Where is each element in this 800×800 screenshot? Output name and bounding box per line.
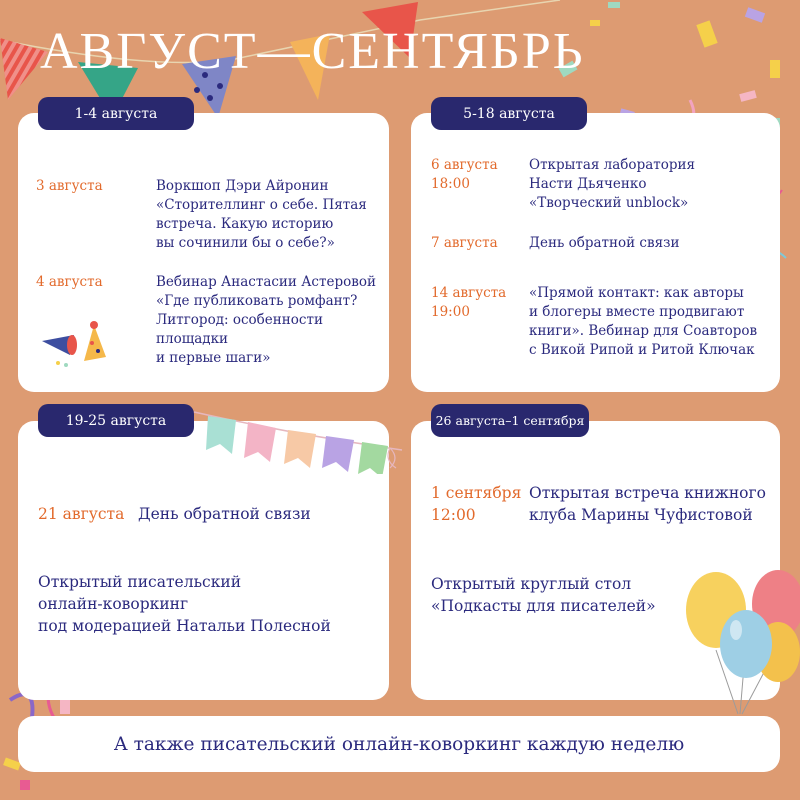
bunting-icon [192, 404, 412, 474]
event-text: Воркшоп Дэри Айронин «Сторителлинг о себе. Пятая встреча. Какую историю вы сочинили бы о себе?» [156, 178, 367, 251]
event-text: «Прямой контакт: как авторы и блогеры вместе продвигают книги». Вебинар для Соавторов с Викой Рипой и Ритой Ключак [529, 285, 758, 358]
event-date: 6 августа 18:00 [431, 157, 498, 192]
event-text: Открытая встреча книжного клуба Марины Чуфистовой [529, 484, 766, 524]
party-hat-icon [40, 319, 110, 369]
event-date: 14 августа 19:00 [431, 285, 507, 320]
schedule-card-2 [411, 113, 780, 392]
event-note: Открытый писательский онлайн-коворкинг под модерацией Натальи Полесной [38, 573, 331, 635]
event-text: Вебинар Анастасии Астеровой «Где публиковать ромфант? Литгород: особенности площадки и первые шаги» [156, 274, 376, 366]
footer-banner: А также писательский онлайн-коворкинг каждую неделю [18, 716, 780, 772]
schedule-card-1 [18, 113, 389, 392]
page-title: АВГУСТ—СЕНТЯБРЬ [40, 23, 585, 80]
period-tag: 19-25 августа [38, 404, 194, 437]
balloons-icon [680, 566, 800, 716]
event-text: День обратной связи [138, 505, 311, 523]
event-date: 7 августа [431, 235, 498, 251]
event-date: 1 сентября 12:00 [431, 484, 522, 524]
event-date: 21 августа [38, 505, 125, 523]
event-date: 4 августа [36, 274, 103, 290]
event-note: Открытый круглый стол «Подкасты для писателей» [431, 575, 656, 615]
event-text: Открытая лаборатория Насти Дьяченко «Творческий unblock» [529, 157, 696, 211]
event-date: 3 августа [36, 178, 103, 194]
period-tag: 26 августа–1 сентября [431, 404, 589, 437]
event-text: День обратной связи [529, 235, 680, 251]
period-tag: 1-4 августа [38, 97, 194, 130]
period-tag: 5-18 августа [431, 97, 587, 130]
